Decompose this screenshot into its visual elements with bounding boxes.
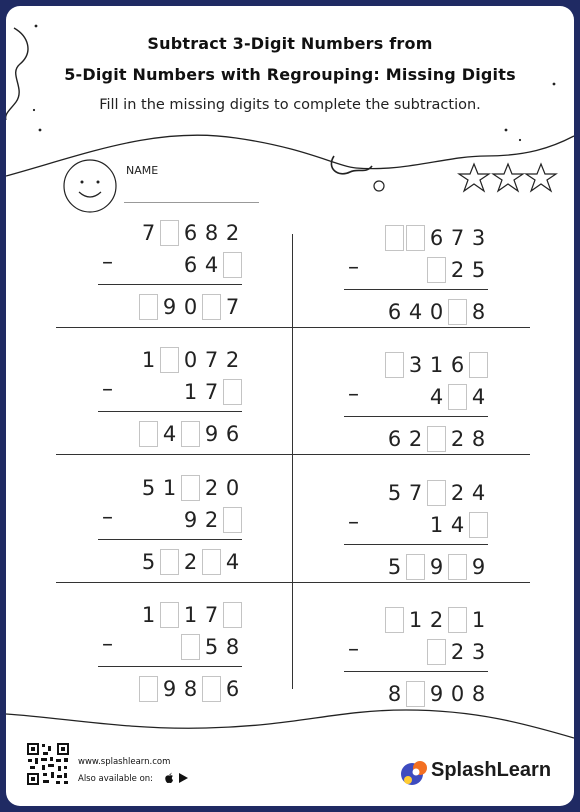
missing-digit-box[interactable] xyxy=(223,252,242,278)
digit: 8 xyxy=(387,682,402,706)
digit: 3 xyxy=(471,226,486,250)
minus-sign: – xyxy=(348,510,359,535)
grid-horizontal-divider xyxy=(56,582,530,583)
minuend-row xyxy=(139,345,244,375)
digit: 0 xyxy=(183,348,198,372)
missing-digit-box[interactable] xyxy=(385,225,404,251)
digit: 6 xyxy=(429,226,444,250)
digit: 8 xyxy=(204,221,219,245)
digit: 5 xyxy=(387,555,402,579)
digit: 9 xyxy=(471,555,486,579)
missing-digit-box[interactable] xyxy=(223,507,242,533)
digit: 2 xyxy=(204,508,219,532)
missing-digit-box[interactable] xyxy=(202,294,221,320)
digit: 2 xyxy=(408,427,423,451)
minuend-row xyxy=(385,605,490,635)
minuend-row xyxy=(139,600,244,630)
missing-digit-box[interactable] xyxy=(202,549,221,575)
minuend-row xyxy=(385,223,490,253)
qr-code-icon xyxy=(26,742,70,786)
brand-name: SplashLearn xyxy=(431,759,552,781)
digit: 2 xyxy=(450,481,465,505)
title-line-1: Subtract 3-Digit Numbers from xyxy=(147,34,433,53)
digit: 1 xyxy=(141,348,156,372)
difference-row xyxy=(385,297,490,327)
subtrahend-row xyxy=(181,505,244,535)
difference-row xyxy=(139,292,244,322)
answer-line xyxy=(344,416,488,417)
digit: 5 xyxy=(387,481,402,505)
subtrahend-row xyxy=(427,255,490,285)
answer-line xyxy=(98,411,242,412)
digit: 4 xyxy=(408,300,423,324)
wave-divider xyxy=(6,135,574,176)
digit: 7 xyxy=(204,603,219,627)
digit: 2 xyxy=(450,427,465,451)
minus-sign: – xyxy=(348,637,359,662)
difference-row xyxy=(139,419,244,449)
subtrahend-row xyxy=(181,377,244,407)
missing-digit-box[interactable] xyxy=(385,607,404,633)
digit: 6 xyxy=(387,300,402,324)
subtrahend-row xyxy=(181,632,244,662)
digit: 4 xyxy=(450,513,465,537)
digit: 2 xyxy=(225,221,240,245)
digit: 7 xyxy=(450,226,465,250)
answer-line xyxy=(344,544,488,545)
digit: 4 xyxy=(471,481,486,505)
name-label: NAME xyxy=(126,164,159,177)
digit: 4 xyxy=(225,550,240,574)
digit: 4 xyxy=(471,385,486,409)
grid-horizontal-divider xyxy=(56,454,530,455)
digit: 2 xyxy=(450,258,465,282)
missing-digit-box[interactable] xyxy=(202,676,221,702)
missing-digit-box[interactable] xyxy=(427,257,446,283)
minus-sign: – xyxy=(102,250,113,275)
digit: 5 xyxy=(141,550,156,574)
digit: 7 xyxy=(225,295,240,319)
digit: 4 xyxy=(204,253,219,277)
digit: 9 xyxy=(162,295,177,319)
digit: 5 xyxy=(471,258,486,282)
website-url[interactable]: www.splashlearn.com xyxy=(78,757,171,767)
star-dot xyxy=(35,25,38,28)
swirl-decoration xyxy=(331,156,372,174)
digit: 0 xyxy=(183,295,198,319)
digit: 5 xyxy=(141,476,156,500)
digit: 6 xyxy=(450,353,465,377)
missing-digit-box[interactable] xyxy=(139,676,158,702)
digit: 2 xyxy=(204,476,219,500)
missing-digit-box[interactable] xyxy=(469,352,488,378)
digit: 6 xyxy=(225,422,240,446)
answer-line xyxy=(98,666,242,667)
missing-digit-box[interactable] xyxy=(385,352,404,378)
digit: 1 xyxy=(471,608,486,632)
digit: 2 xyxy=(225,348,240,372)
app-store-icons xyxy=(164,772,194,784)
digit: 7 xyxy=(204,348,219,372)
missing-digit-box[interactable] xyxy=(160,347,179,373)
digit: 8 xyxy=(471,427,486,451)
minuend-row xyxy=(139,473,244,503)
missing-digit-box[interactable] xyxy=(427,480,446,506)
circle-decoration xyxy=(374,181,384,191)
digit: 9 xyxy=(183,508,198,532)
title-line-2: 5-Digit Numbers with Regrouping: Missing Digits xyxy=(64,65,516,84)
digit: 1 xyxy=(429,513,444,537)
missing-digit-box[interactable] xyxy=(427,639,446,665)
digit: 9 xyxy=(429,682,444,706)
missing-digit-box[interactable] xyxy=(181,634,200,660)
grid-horizontal-divider xyxy=(56,327,530,328)
digit: 2 xyxy=(450,640,465,664)
digit: 6 xyxy=(183,253,198,277)
star-dot xyxy=(519,139,521,141)
digit: 7 xyxy=(204,380,219,404)
digit: 3 xyxy=(408,353,423,377)
digit: 9 xyxy=(429,555,444,579)
answer-line xyxy=(98,539,242,540)
digit: 6 xyxy=(387,427,402,451)
subtrahend-row xyxy=(427,382,490,412)
digit: 3 xyxy=(471,640,486,664)
missing-digit-box[interactable] xyxy=(223,379,242,405)
missing-digit-box[interactable] xyxy=(469,512,488,538)
digit: 7 xyxy=(141,221,156,245)
digit: 1 xyxy=(408,608,423,632)
digit: 6 xyxy=(183,221,198,245)
apple-icon xyxy=(165,773,173,784)
subtrahend-row xyxy=(427,637,490,667)
missing-digit-box[interactable] xyxy=(223,602,242,628)
minus-sign: – xyxy=(102,505,113,530)
splashlearn-logo-icon xyxy=(400,758,430,788)
digit: 1 xyxy=(141,603,156,627)
missing-digit-box[interactable] xyxy=(448,299,467,325)
play-store-icon xyxy=(179,773,188,783)
digit: 4 xyxy=(162,422,177,446)
instructions: Fill in the missing digits to complete the subtraction. xyxy=(99,97,481,113)
difference-row xyxy=(139,547,244,577)
digit: 2 xyxy=(429,608,444,632)
missing-digit-box[interactable] xyxy=(406,681,425,707)
minus-sign: – xyxy=(348,255,359,280)
digit: 8 xyxy=(225,635,240,659)
digit: 1 xyxy=(183,380,198,404)
missing-digit-box[interactable] xyxy=(160,220,179,246)
minus-sign: – xyxy=(348,382,359,407)
digit: 8 xyxy=(471,300,486,324)
missing-digit-box[interactable] xyxy=(160,602,179,628)
digit: 8 xyxy=(471,682,486,706)
digit: 0 xyxy=(450,682,465,706)
digit: 9 xyxy=(204,422,219,446)
name-input-line[interactable] xyxy=(124,202,259,203)
missing-digit-box[interactable] xyxy=(139,421,158,447)
digit: 1 xyxy=(162,476,177,500)
bottom-wave xyxy=(6,710,574,738)
digit: 6 xyxy=(225,677,240,701)
missing-digit-box[interactable] xyxy=(406,554,425,580)
difference-row xyxy=(385,424,490,454)
missing-digit-box[interactable] xyxy=(139,294,158,320)
missing-digit-box[interactable] xyxy=(181,475,200,501)
worksheet xyxy=(6,6,574,806)
difference-row xyxy=(385,552,490,582)
star-dot xyxy=(505,129,508,132)
digit: 1 xyxy=(429,353,444,377)
difference-row xyxy=(139,674,244,704)
missing-digit-box[interactable] xyxy=(427,426,446,452)
missing-digit-box[interactable] xyxy=(160,549,179,575)
subtrahend-row xyxy=(427,510,490,540)
minuend-row xyxy=(385,478,490,508)
missing-digit-box[interactable] xyxy=(448,384,467,410)
digit: 2 xyxy=(183,550,198,574)
minus-sign: – xyxy=(102,632,113,657)
answer-line xyxy=(344,289,488,290)
missing-digit-box[interactable] xyxy=(448,554,467,580)
subtrahend-row xyxy=(181,250,244,280)
star-dot xyxy=(39,129,42,132)
available-on-label: Also available on: xyxy=(78,774,154,784)
answer-line xyxy=(344,671,488,672)
minuend-row xyxy=(139,218,244,248)
digit: 1 xyxy=(183,603,198,627)
digit: 5 xyxy=(204,635,219,659)
difference-row xyxy=(385,679,490,709)
minuend-row xyxy=(385,350,490,380)
digit: 7 xyxy=(408,481,423,505)
minus-sign: – xyxy=(102,377,113,402)
digit: 8 xyxy=(183,677,198,701)
missing-digit-box[interactable] xyxy=(448,607,467,633)
digit: 9 xyxy=(162,677,177,701)
grid-vertical-divider xyxy=(292,234,293,689)
digit: 0 xyxy=(225,476,240,500)
rating-stars-icon xyxy=(459,164,556,191)
answer-line xyxy=(98,284,242,285)
smiley-face-icon xyxy=(64,160,116,212)
missing-digit-box[interactable] xyxy=(181,421,200,447)
digit: 4 xyxy=(429,385,444,409)
digit: 0 xyxy=(429,300,444,324)
missing-digit-box[interactable] xyxy=(406,225,425,251)
